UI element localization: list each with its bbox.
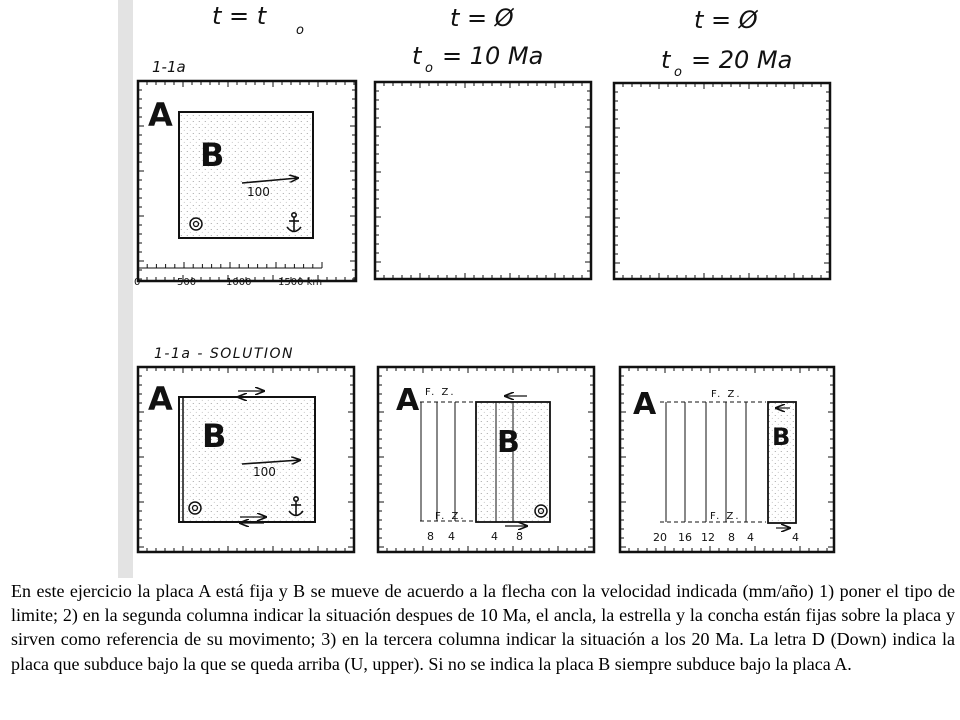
header-col3-sub: o bbox=[674, 65, 682, 80]
header-col3-val: = 20 Ma bbox=[691, 46, 793, 74]
plate-a-label: A bbox=[633, 387, 657, 422]
scale-tick-1500km: 1500 km bbox=[278, 277, 323, 288]
frame-problem-10ma bbox=[375, 82, 591, 279]
header-col2-sub: o bbox=[425, 61, 433, 76]
age-label: 16 bbox=[678, 531, 692, 544]
plate-a-label: A bbox=[148, 96, 173, 134]
fracture-zone-lines-20ma bbox=[660, 402, 766, 522]
plate-b-label: B bbox=[497, 425, 520, 460]
plate-b-20ma bbox=[768, 402, 796, 523]
exercise-caption: En este ejercicio la placa A está fija y B se mueve de acuerdo a la flecha con la velocidad indicada (mm/año) 1) poner el tipo de limite; 2) en la segunda columna indicar la situación despues de 10 Ma, el ancla, la estrella y la concha están fijas sobre la placa y sirven como referencia de su movimento; 3) en la tercera columna indicar la situación a los 20 Ma. La letra D (Down) indica la placa que subduce bajo la que se queda arriba (U, upper). Si no se indica la placa B siempre subduce bajo la placa A. bbox=[11, 581, 955, 674]
plate-a-label: A bbox=[148, 380, 173, 418]
plate-a-label: A bbox=[396, 383, 420, 418]
age-label: 4 bbox=[448, 530, 455, 543]
plate-b-label: B bbox=[202, 417, 227, 455]
age-label: 4 bbox=[792, 531, 799, 544]
age-label: 8 bbox=[427, 530, 434, 543]
header-col1-t: t = t bbox=[212, 2, 267, 30]
header-col3-to: t bbox=[661, 46, 671, 74]
age-label: 4 bbox=[491, 530, 498, 543]
fracture-zone-lines-10ma bbox=[420, 402, 475, 521]
fracture-zone-label: F. Z. bbox=[711, 389, 742, 400]
scale-tick-1000: 1000 bbox=[226, 277, 252, 288]
scale-tick-0: 0 bbox=[134, 277, 141, 288]
header-col3-t: t = Ø bbox=[694, 6, 758, 34]
fracture-zone-label: F. Z. bbox=[435, 511, 466, 522]
age-label: 12 bbox=[701, 531, 715, 544]
plate-b-label: B bbox=[200, 136, 225, 174]
distance-scale-bar bbox=[138, 262, 322, 268]
plate-b-label: B bbox=[772, 423, 791, 451]
age-label: 8 bbox=[728, 531, 735, 544]
scale-tick-500: 500 bbox=[177, 277, 197, 288]
solution-label: 1-1a - SOLUTION bbox=[154, 346, 295, 362]
age-label: 8 bbox=[516, 530, 523, 543]
problem-label: 1-1a bbox=[152, 58, 186, 76]
frame-problem-20ma bbox=[614, 83, 830, 279]
header-col2-val: = 10 Ma bbox=[442, 42, 544, 70]
velocity-label: 100 bbox=[253, 465, 276, 479]
header-col1-sub: o bbox=[296, 23, 304, 38]
fracture-zone-label: F. Z. bbox=[425, 387, 456, 398]
age-label: 20 bbox=[653, 531, 667, 544]
header-col2-to: t bbox=[412, 42, 422, 70]
fracture-zone-label: F. Z. bbox=[710, 511, 741, 522]
age-label: 4 bbox=[747, 531, 754, 544]
header-col2-t: t = Ø bbox=[450, 4, 514, 32]
velocity-label: 100 bbox=[247, 185, 270, 199]
